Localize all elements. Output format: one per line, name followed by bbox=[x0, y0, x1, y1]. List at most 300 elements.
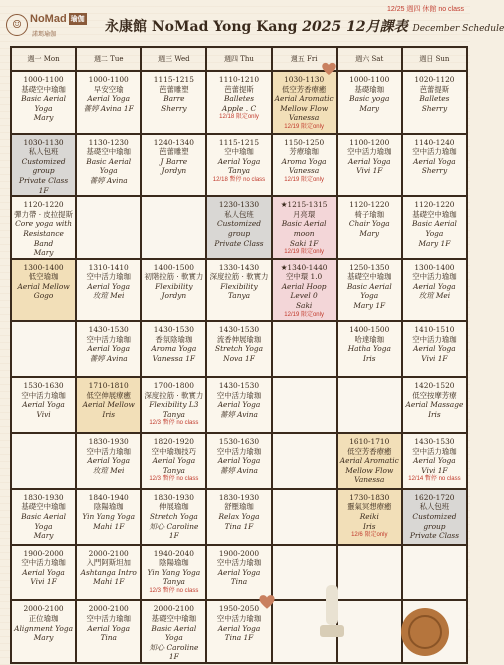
class-time: 1830-1930 bbox=[153, 492, 194, 502]
class-line: Aroma Yoga bbox=[151, 344, 197, 354]
wax-seal-icon bbox=[395, 600, 455, 660]
class-cell bbox=[338, 434, 403, 490]
class-line: Sherry bbox=[421, 103, 448, 113]
class-line: 低空瑜珈 bbox=[28, 272, 59, 282]
class-line: Mahi 1F bbox=[93, 577, 125, 587]
class-cell bbox=[77, 322, 142, 378]
class-line: Mary bbox=[33, 113, 54, 123]
class-cell bbox=[12, 601, 77, 664]
class-line: Mellow Flow bbox=[345, 465, 394, 475]
class-line: 月亮環 bbox=[293, 209, 316, 219]
class-line: Aerial Yoga bbox=[87, 94, 130, 104]
class-time: 2000-2100 bbox=[153, 604, 194, 614]
class-time: 1310-1410 bbox=[88, 262, 129, 272]
class-time: 2000-2100 bbox=[88, 548, 129, 558]
class-line: 流香伸展瑜珈 bbox=[216, 334, 262, 344]
class-line: Aerial Aromatic bbox=[274, 94, 334, 104]
day-header: 週二 Tue bbox=[77, 48, 142, 72]
class-time: 1710-1810 bbox=[88, 381, 129, 391]
class-time: 1115-1215 bbox=[218, 137, 260, 147]
class-note: 12/18 限定only bbox=[219, 114, 259, 121]
class-line: Aerial Hoop bbox=[281, 281, 327, 291]
class-cell bbox=[142, 434, 207, 490]
class-line: 空中活力瑜珈 bbox=[216, 558, 262, 568]
class-note: 12/19 限定only bbox=[284, 123, 324, 130]
brand-subtitle: 諾瑪瑜伽 bbox=[32, 31, 57, 38]
class-cell bbox=[273, 72, 338, 135]
class-cell bbox=[338, 72, 403, 135]
class-line: 深度拉筋 · 軟實力 bbox=[209, 272, 269, 282]
class-time: 1130-1230 bbox=[88, 137, 129, 147]
class-line: 空中活力瑜珈 bbox=[216, 446, 262, 456]
class-line: Aerial Yoga bbox=[413, 344, 456, 354]
class-cell bbox=[207, 434, 272, 490]
class-cell bbox=[403, 260, 468, 323]
class-time: 1000-1100 bbox=[88, 75, 129, 84]
class-line: 基礎空中瑜珈 bbox=[86, 147, 131, 157]
class-line: Barre bbox=[163, 94, 185, 104]
class-time: 1300-1400 bbox=[23, 262, 64, 272]
class-line: Mary 1F bbox=[353, 301, 386, 311]
class-cell bbox=[273, 197, 338, 260]
class-cell bbox=[338, 197, 403, 260]
day-header: 週六 Sat bbox=[338, 48, 403, 72]
class-cell bbox=[207, 490, 272, 546]
class-cell bbox=[77, 135, 142, 198]
class-time: 1250-1350 bbox=[349, 262, 390, 272]
class-line: Saki bbox=[295, 301, 313, 311]
class-line: Basic Aerial Yoga bbox=[151, 623, 197, 643]
class-line: Mary bbox=[33, 248, 54, 258]
class-cell bbox=[207, 322, 272, 378]
class-line: 芭蕾提斯 bbox=[419, 84, 450, 94]
class-line: Mary bbox=[33, 531, 54, 541]
class-cell bbox=[207, 260, 272, 323]
class-line: Private Class 1F bbox=[18, 175, 69, 195]
day-header: 週四 Thu bbox=[207, 48, 272, 72]
class-line: Aerial Yoga bbox=[22, 400, 65, 410]
class-line: 空中活力瑜珈 bbox=[412, 147, 457, 157]
class-line: 空中活力瑜珈 bbox=[21, 390, 66, 400]
class-line: 薔婷 Avina bbox=[220, 465, 258, 475]
class-line: 芭蕾提斯 bbox=[224, 84, 254, 94]
class-time: 1830-1930 bbox=[218, 492, 260, 502]
class-note: 12/19 限定only bbox=[284, 176, 324, 183]
class-time: 1900-2000 bbox=[218, 548, 260, 558]
class-line: 基礎瑜珈 bbox=[354, 84, 385, 94]
class-line: 空中活力瑜珈 bbox=[21, 558, 66, 568]
empty-cell bbox=[273, 322, 338, 378]
class-cell bbox=[142, 546, 207, 602]
class-cell bbox=[273, 260, 338, 323]
class-line: Jordyn bbox=[161, 291, 187, 301]
class-time: 1240-1340 bbox=[153, 137, 194, 147]
class-line: Tina 1F bbox=[224, 633, 254, 643]
class-line: Vivi 1F bbox=[30, 577, 57, 587]
class-line: 基礎空中瑜珈 bbox=[347, 272, 392, 282]
class-cell bbox=[12, 490, 77, 546]
class-line: Aerial Yoga bbox=[217, 456, 261, 466]
class-line: Mary bbox=[33, 633, 54, 643]
class-line: Sherry bbox=[161, 103, 187, 113]
class-time: 1700-1800 bbox=[153, 381, 194, 391]
class-line: 伸展瑜珈 bbox=[159, 502, 189, 512]
class-line: Mellow Flow bbox=[280, 103, 329, 113]
class-line: Aerial Yoga bbox=[413, 156, 456, 166]
class-time: 1950-2050 bbox=[218, 604, 260, 614]
class-line: 知心 Caroline 1F bbox=[149, 642, 199, 662]
seal-stamp-icon bbox=[312, 585, 352, 655]
empty-cell bbox=[12, 322, 77, 378]
class-time: 1400-1500 bbox=[349, 325, 390, 335]
class-cell bbox=[12, 546, 77, 602]
class-cell bbox=[142, 72, 207, 135]
class-line: 空中活力瑜珈 bbox=[86, 446, 131, 456]
class-line: 低空伸展療癒 bbox=[86, 390, 131, 400]
class-time: 1030-1130 bbox=[23, 137, 64, 147]
class-cell bbox=[12, 135, 77, 198]
class-line: Aerial Aromatic bbox=[339, 456, 399, 466]
schedule-grid bbox=[10, 46, 468, 664]
class-cell bbox=[403, 490, 468, 546]
class-line: Mary bbox=[359, 228, 380, 238]
class-line: Stretch Yoga bbox=[149, 511, 198, 521]
class-time: 1430-1530 bbox=[218, 381, 260, 391]
class-line: Aerial Mellow bbox=[17, 281, 70, 291]
class-line: Hatha Yoga bbox=[347, 344, 391, 354]
class-line: J Barre bbox=[160, 156, 188, 166]
class-line: Basic Aerial Yoga bbox=[346, 281, 392, 301]
class-cell bbox=[77, 490, 142, 546]
class-line: 芭蕾雕塑 bbox=[159, 147, 189, 157]
class-line: Vivi 1F bbox=[421, 465, 448, 475]
class-line: 舒壓瑜珈 bbox=[224, 502, 254, 512]
class-line: 低空按摩芳療 bbox=[412, 390, 457, 400]
class-line: Basic yoga bbox=[349, 94, 390, 104]
class-time: 1000-1100 bbox=[23, 75, 64, 84]
class-cell bbox=[77, 601, 142, 664]
class-line: 基礎空中瑜珈 bbox=[21, 502, 66, 512]
class-line: Tanya bbox=[162, 465, 185, 475]
class-note: 12/19 限定only bbox=[284, 311, 324, 318]
class-time: 1430-1530 bbox=[88, 325, 129, 335]
class-cell bbox=[338, 135, 403, 198]
class-line: Basic Aerial Yoga bbox=[21, 511, 66, 531]
class-line: Yin Yang Yoga bbox=[82, 511, 136, 521]
class-line: 基礎空中瑜珈 bbox=[412, 209, 457, 219]
class-line: Stretch Yoga bbox=[215, 344, 263, 354]
class-line: 香氛陰瑜珈 bbox=[155, 334, 193, 344]
class-line: Nova 1F bbox=[223, 354, 255, 364]
class-line: Flexibility bbox=[220, 281, 258, 291]
class-time: 1120-1220 bbox=[349, 200, 390, 210]
class-line: Vivi bbox=[36, 409, 51, 419]
class-cell bbox=[77, 72, 142, 135]
class-line: Iris bbox=[362, 521, 376, 531]
holiday-note: 12/25 週四 休館 no class bbox=[386, 6, 464, 13]
brand-name: NoMad 瑜伽 bbox=[30, 13, 85, 25]
class-time: 1620-1720 bbox=[414, 492, 455, 502]
class-time: 1430-1530 bbox=[414, 436, 455, 446]
class-line: Sherry bbox=[421, 166, 448, 176]
class-time: 1430-1530 bbox=[153, 325, 194, 335]
class-line: Balletes bbox=[419, 94, 450, 104]
class-cell bbox=[403, 378, 468, 434]
class-time: 1020-1120 bbox=[414, 75, 455, 84]
class-time: 1100-1200 bbox=[349, 137, 390, 147]
class-line: Flexibility bbox=[155, 281, 193, 291]
subtitle: December Schedule bbox=[412, 24, 504, 34]
class-line: Jordyn bbox=[161, 166, 187, 176]
class-note: 12/3 暫停 no class bbox=[149, 420, 199, 427]
class-line: Aerial Yoga bbox=[217, 400, 261, 410]
class-line: Aerial Mellow bbox=[82, 400, 135, 410]
class-line: Private Class bbox=[409, 531, 459, 541]
class-line: Aerial Yoga bbox=[413, 281, 456, 291]
class-line: Customized group bbox=[21, 156, 66, 176]
brand-logo-icon: ☺ bbox=[6, 14, 28, 36]
class-line: Tanya bbox=[162, 577, 185, 587]
class-note: 12/3 暫停 no class bbox=[149, 587, 199, 594]
class-line: Basic Aerial Yoga bbox=[411, 219, 457, 238]
class-time: 1030-1130 bbox=[284, 75, 325, 84]
class-time: 1940-2040 bbox=[153, 548, 194, 558]
class-line: 初階拉筋 · 軟實力 bbox=[144, 272, 204, 282]
class-line: Basic Aerial Yoga bbox=[86, 156, 132, 176]
class-line: Tina bbox=[100, 633, 117, 643]
class-line: 空中活力瑜珈 bbox=[216, 390, 262, 400]
class-cell bbox=[338, 260, 403, 323]
class-line: Aerial Yoga bbox=[217, 623, 261, 633]
class-line: Tanya bbox=[162, 409, 185, 419]
class-cell bbox=[403, 135, 468, 198]
class-line: Aroma Yoga bbox=[281, 156, 327, 166]
class-time: 1420-1520 bbox=[414, 381, 455, 391]
class-line: 入門阿斯坦加 bbox=[86, 558, 131, 568]
class-line: 正位瑜珈 bbox=[28, 614, 59, 624]
empty-cell bbox=[403, 546, 468, 602]
class-line: 深度拉筋 · 軟實力 bbox=[144, 390, 204, 400]
heart-icon bbox=[258, 594, 276, 610]
class-line: 空中瑜珈技巧 bbox=[151, 446, 197, 456]
class-time: 1150-1250 bbox=[284, 137, 325, 147]
class-line: 空中活力瑜珈 bbox=[216, 614, 262, 624]
class-line: Saki 1F bbox=[289, 238, 319, 248]
class-line: 椅子瑜珈 bbox=[354, 209, 385, 219]
class-time: ★1340-1440 bbox=[280, 262, 328, 272]
class-cell bbox=[142, 601, 207, 664]
class-line: Basic Aerial Yoga bbox=[21, 94, 66, 113]
class-time: 1400-1500 bbox=[153, 262, 194, 272]
class-line: Apple . C bbox=[221, 103, 257, 113]
class-line: Vanessa 1F bbox=[152, 354, 196, 364]
day-header: 週一 Mon bbox=[12, 48, 77, 72]
empty-cell bbox=[273, 378, 338, 434]
class-line: Vanessa bbox=[354, 475, 385, 485]
class-line: Vanessa bbox=[289, 113, 320, 123]
class-line: Flexibility L3 bbox=[149, 400, 199, 410]
class-line: Relax Yoga bbox=[218, 511, 260, 521]
class-line: Tanya bbox=[227, 291, 251, 301]
class-line: 空中環 1.0 bbox=[285, 272, 323, 282]
class-line: 低空芳香療癒 bbox=[347, 446, 392, 456]
class-time: 1120-1220 bbox=[23, 200, 64, 210]
class-line: Iris bbox=[102, 409, 116, 419]
class-line: Mahi 1F bbox=[93, 521, 125, 531]
class-line: 空中活力瑜珈 bbox=[412, 334, 457, 344]
class-line: 私人包班 bbox=[28, 147, 59, 157]
class-line: Basic Aerial moon bbox=[281, 219, 327, 238]
class-line: 空中活力瑜珈 bbox=[86, 334, 131, 344]
class-time: 1530-1630 bbox=[23, 381, 64, 391]
class-line: 彈力帶 · 皮拉提斯 bbox=[14, 209, 73, 219]
class-time: ★1215-1315 bbox=[280, 200, 328, 210]
class-time: 1900-2000 bbox=[23, 548, 64, 558]
class-cell bbox=[207, 378, 272, 434]
class-line: 陰陽瑜珈 bbox=[159, 558, 189, 568]
class-time: 2000-2100 bbox=[88, 604, 129, 614]
class-cell bbox=[77, 546, 142, 602]
class-cell bbox=[338, 322, 403, 378]
empty-cell bbox=[338, 378, 403, 434]
empty-cell bbox=[142, 197, 207, 260]
class-line: 芭蕾雕塑 bbox=[159, 84, 189, 94]
class-line: 早安空瑜 bbox=[93, 84, 124, 94]
class-time: 1430-1530 bbox=[218, 325, 260, 335]
class-time: 1140-1240 bbox=[414, 137, 455, 147]
class-line: Yin Yang Yoga bbox=[147, 567, 201, 577]
class-cell bbox=[273, 135, 338, 198]
class-line: Aerial Yoga bbox=[347, 156, 391, 166]
class-time: 1115-1215 bbox=[153, 75, 194, 84]
class-line: 芳療瑜珈 bbox=[289, 147, 319, 157]
day-header: 週日 Sun bbox=[403, 48, 468, 72]
class-cell bbox=[77, 378, 142, 434]
class-note: 12/19 限定only bbox=[284, 249, 324, 256]
class-time: 1110-1210 bbox=[218, 75, 260, 84]
class-line: 基礎空中瑜珈 bbox=[21, 84, 66, 94]
class-line: 空中活力瑜珈 bbox=[347, 147, 392, 157]
class-line: 基礎空中瑜珈 bbox=[151, 614, 197, 624]
class-line: Resistance Band bbox=[23, 228, 64, 248]
class-line: 玫瑄 Mei bbox=[418, 291, 451, 301]
day-header: 週五 Fri bbox=[273, 48, 338, 72]
class-line: 玫瑄 Mei bbox=[92, 465, 125, 475]
class-line: Iris bbox=[362, 354, 376, 364]
class-line: Vivi 1F bbox=[421, 354, 448, 364]
class-note: 12/18 暫停 no class bbox=[212, 176, 266, 183]
class-line: Aerial Massage bbox=[405, 400, 464, 410]
class-cell bbox=[142, 322, 207, 378]
class-line: 陰陽瑜珈 bbox=[93, 502, 124, 512]
class-line: Aerial Yoga bbox=[152, 456, 196, 466]
class-line: Alignment Yoga bbox=[14, 623, 73, 633]
class-cell bbox=[403, 434, 468, 490]
class-time: 2000-2100 bbox=[23, 604, 64, 614]
class-line: Aerial Yoga bbox=[217, 567, 261, 577]
class-time: 1120-1220 bbox=[414, 200, 455, 210]
class-line: Aerial Yoga bbox=[87, 344, 130, 354]
class-line: 薔婷 Avina bbox=[89, 354, 128, 364]
class-time: 1000-1100 bbox=[349, 75, 390, 84]
class-cell bbox=[12, 260, 77, 323]
class-line: Balletes bbox=[223, 94, 255, 104]
class-cell bbox=[77, 260, 142, 323]
class-line: Iris bbox=[428, 409, 441, 419]
class-cell bbox=[142, 135, 207, 198]
class-time: 1610-1710 bbox=[349, 436, 390, 446]
class-time: 1840-1940 bbox=[88, 492, 129, 502]
class-cell bbox=[142, 490, 207, 546]
class-note: 12/6 限定only bbox=[351, 532, 388, 539]
class-cell bbox=[207, 601, 272, 664]
class-cell bbox=[142, 378, 207, 434]
class-line: Aerial Yoga bbox=[413, 456, 456, 466]
class-time: 1830-1930 bbox=[88, 436, 129, 446]
class-line: 私人包班 bbox=[224, 209, 254, 219]
class-line: Mary bbox=[359, 103, 380, 113]
class-time: 1730-1830 bbox=[349, 492, 390, 502]
empty-cell bbox=[12, 434, 77, 490]
class-cell bbox=[207, 197, 272, 260]
class-time: 1530-1630 bbox=[218, 436, 260, 446]
class-line: Level 0 bbox=[290, 291, 318, 301]
class-line: Tina bbox=[230, 577, 248, 587]
class-cell bbox=[338, 490, 403, 546]
class-line: Mary 1F bbox=[418, 238, 451, 248]
class-cell bbox=[207, 135, 272, 198]
class-cell bbox=[207, 72, 272, 135]
class-line: 薔婷 Avina 1F bbox=[83, 103, 134, 113]
class-line: 私人包班 bbox=[419, 502, 450, 512]
class-cell bbox=[12, 197, 77, 260]
class-line: Core yoga with bbox=[15, 219, 73, 229]
class-time: 1830-1930 bbox=[23, 492, 64, 502]
class-line: Aerial Yoga bbox=[87, 456, 130, 466]
heart-icon bbox=[321, 62, 337, 76]
class-line: Customized group bbox=[412, 511, 457, 531]
class-note: 12/3 暫停 no class bbox=[149, 476, 199, 483]
class-cell bbox=[12, 378, 77, 434]
class-line: Customized group bbox=[216, 219, 261, 238]
empty-cell bbox=[273, 490, 338, 546]
empty-cell bbox=[77, 197, 142, 260]
class-line: 靈氣冥想療癒 bbox=[347, 502, 392, 512]
class-cell bbox=[403, 72, 468, 135]
class-line: Reiki bbox=[359, 511, 379, 521]
day-header: 週三 Wed bbox=[142, 48, 207, 72]
class-cell bbox=[142, 260, 207, 323]
class-line: Aerial Yoga bbox=[87, 281, 130, 291]
class-cell bbox=[403, 322, 468, 378]
class-line: 空中瑜珈 bbox=[224, 147, 254, 157]
class-time: 1330-1430 bbox=[218, 262, 260, 272]
header bbox=[0, 0, 504, 46]
class-time: 1300-1400 bbox=[414, 262, 455, 272]
class-line: 空中活力瑜珈 bbox=[412, 446, 457, 456]
class-line: Aerial Yoga bbox=[22, 567, 65, 577]
class-line: 薔婷 Avina bbox=[89, 175, 128, 185]
class-time: 1230-1330 bbox=[218, 200, 260, 210]
class-line: 空中活力瑜珈 bbox=[412, 272, 457, 282]
class-line: 玫瑄 Mei bbox=[92, 291, 125, 301]
class-line: Private Class bbox=[214, 238, 264, 248]
class-line: Aerial Yoga bbox=[87, 623, 130, 633]
class-line: 薔婷 Avina bbox=[220, 409, 258, 419]
class-cell bbox=[403, 197, 468, 260]
class-line: 空中活力瑜珈 bbox=[86, 272, 131, 282]
class-line: Vanessa bbox=[289, 166, 320, 176]
